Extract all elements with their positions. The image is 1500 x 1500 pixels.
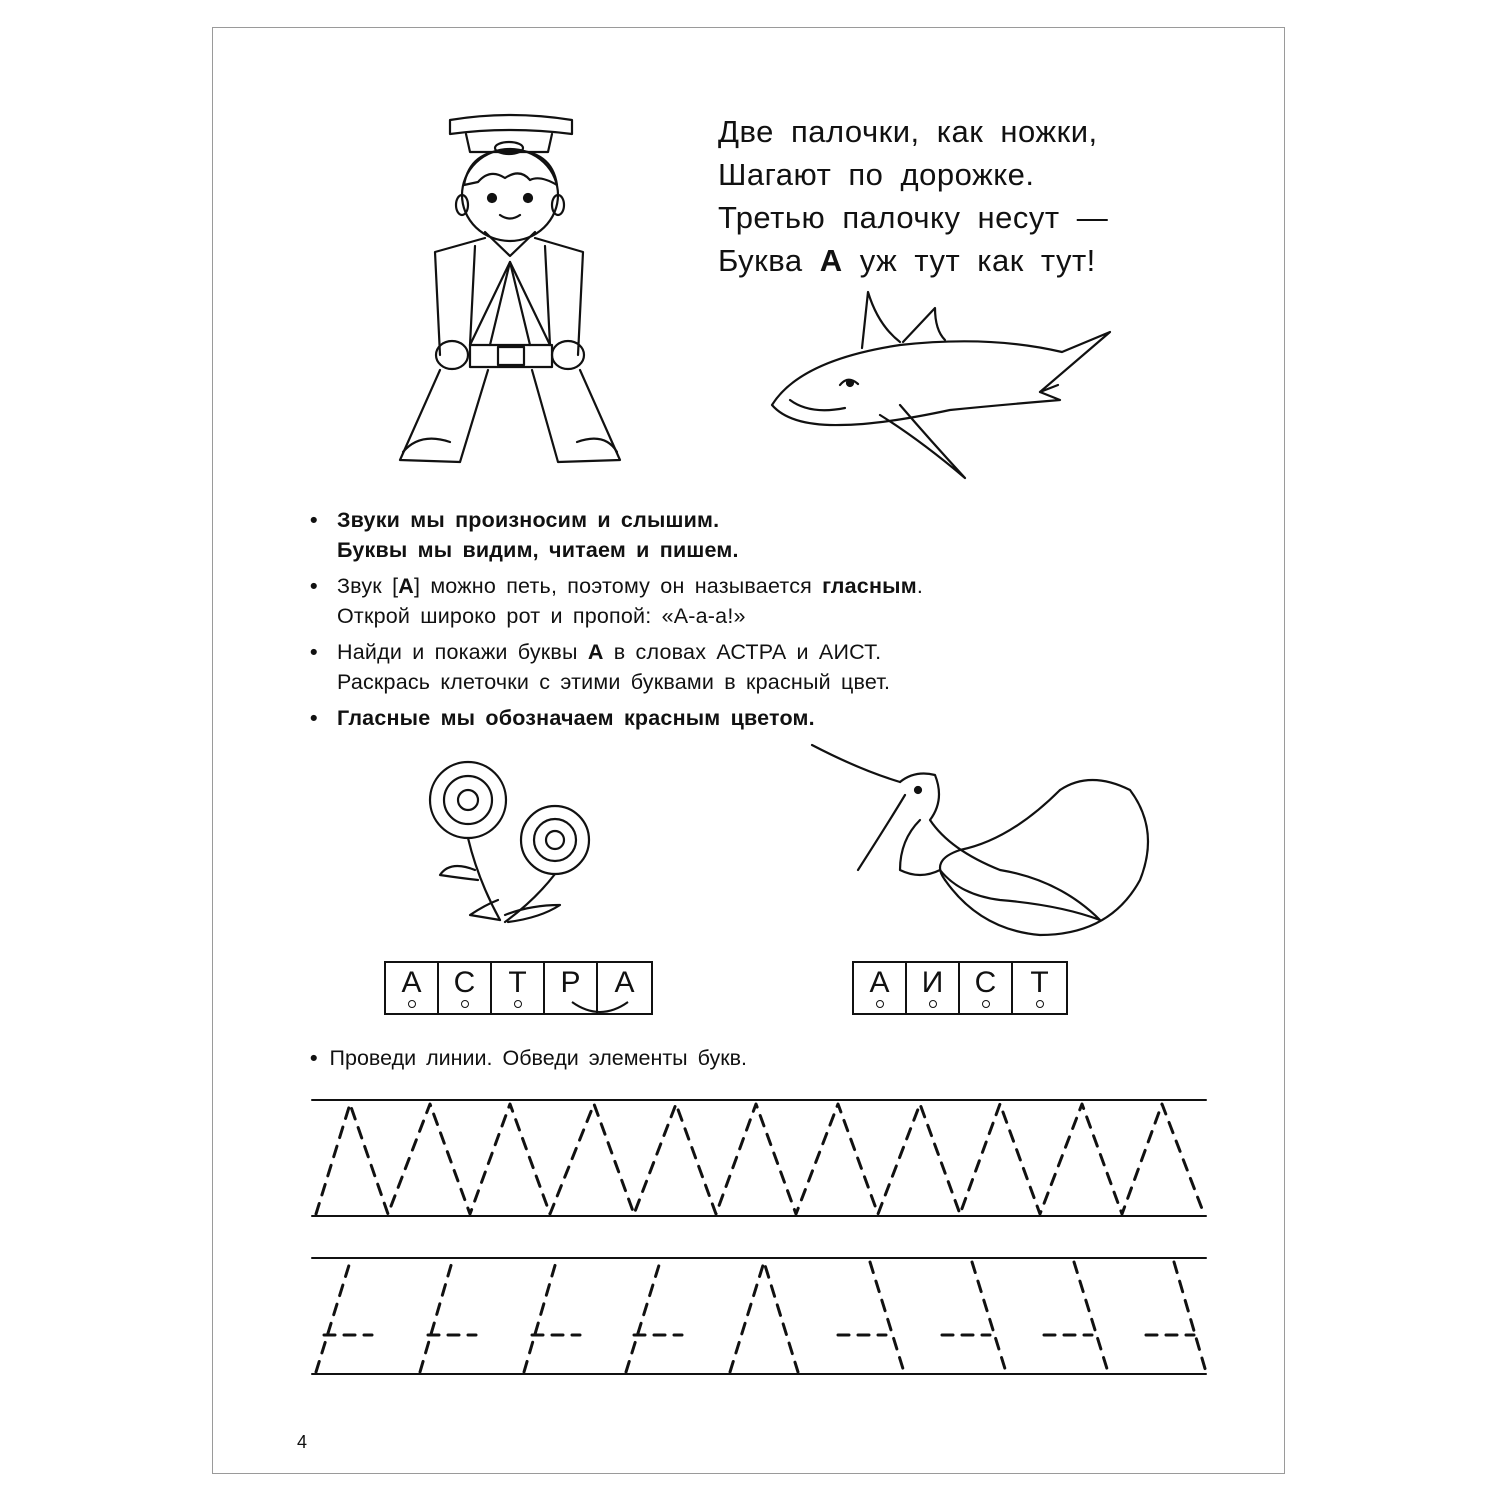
poem-line-3: Третью палочку несут — [718,200,1109,235]
rule-find-letters: • Найди и покажи буквы А в словах АСТРА и АИСТ. Раскрась клеточки с этими буквами в красный цвет. [310,637,923,697]
poem-line-1: Две палочки, как ножки, [718,114,1098,149]
rule-vowel-color: • Гласные мы обозначаем красным цветом. [310,703,923,733]
poem-line-2: Шагают по дорожке. [718,157,1035,192]
poem-line-4: Буква А уж тут как тут! [718,243,1096,278]
exercise-instruction: • Проведи линии. Обведи элементы букв. [310,1046,747,1071]
letter-cell[interactable]: С [960,963,1013,1013]
letter-cell[interactable]: С [439,963,492,1013]
letter-cell[interactable]: А [854,963,907,1013]
page-number: 4 [297,1432,308,1452]
letter-cell[interactable]: Т [492,963,545,1013]
letter-cell[interactable]: А [614,966,635,999]
word-box-aist [852,961,1068,1015]
letter-cell[interactable]: И [907,963,960,1013]
letter-cell[interactable]: Р [545,963,598,1013]
letter-cell[interactable]: Т [1013,963,1066,1013]
letter-cell[interactable]: А [386,963,439,1013]
rule-vowel-sound: • Звук [А] можно петь, поэтому он называется гласным. Открой широко рот и пропой: «А-а-а!» [310,571,923,631]
rule-sounds-letters: • Звуки мы произносим и слышим. Буквы мы видим, читаем и пишем. [310,505,923,565]
